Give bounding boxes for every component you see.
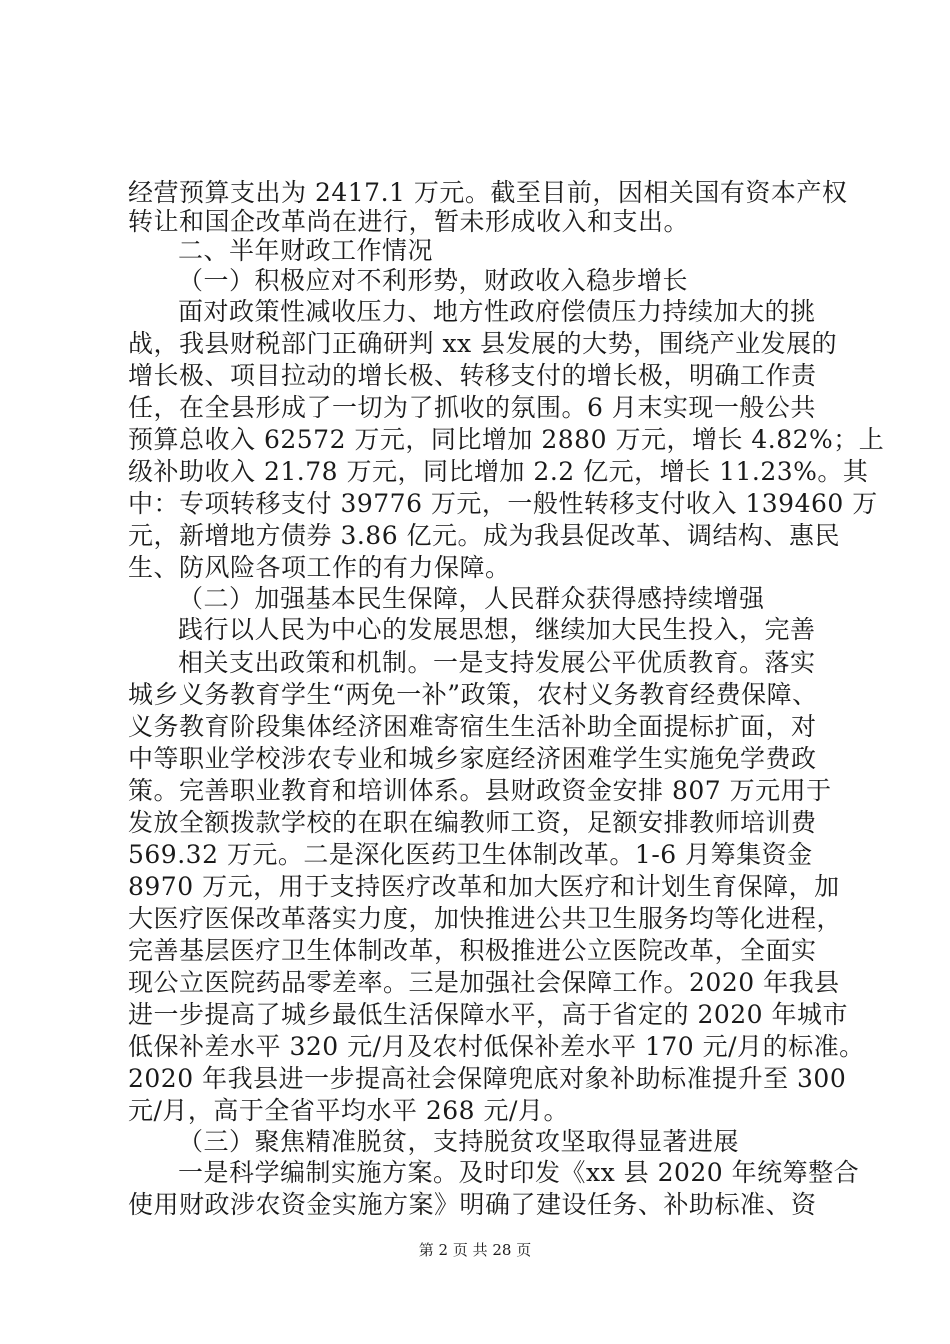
text-line: 完善基层医疗卫生体制改革，积极推进公立医院改革，全面实 bbox=[128, 936, 817, 965]
text-line: 现公立医院药品零差率。三是加强社会保障工作。2020 年我县 bbox=[128, 968, 840, 997]
text-line: 一是科学编制实施方案。及时印发《xx 县 2020 年统筹整合 bbox=[178, 1158, 860, 1187]
text-line: 级补助收入 21.78 万元，同比增加 2.2 亿元，增长 11.23%。其 bbox=[128, 457, 869, 486]
text-line: 城乡义务教育学生“两免一补”政策，农村义务教育经费保障、 bbox=[128, 680, 818, 709]
subsection-heading: （二）加强基本民生保障，人民群众获得感持续增强 bbox=[178, 584, 765, 613]
text-line: 增长极、项目拉动的增长极、转移支付的增长极，明确工作责 bbox=[128, 361, 817, 390]
text-line: 预算总收入 62572 万元，同比增加 2880 万元，增长 4.82%；上 bbox=[128, 425, 885, 454]
text-line: 转让和国企改革尚在进行，暂未形成收入和支出。 bbox=[128, 207, 690, 236]
text-line: 元，新增地方债券 3.86 亿元。成为我县促改革、调结构、惠民 bbox=[128, 521, 841, 550]
subsection-heading: （一）积极应对不利形势，财政收入稳步增长 bbox=[178, 266, 689, 295]
text-line: 大医疗医保改革落实力度，加快推进公共卫生服务均等化进程， bbox=[128, 904, 843, 933]
subsection-heading: （三）聚焦精准脱贫，支持脱贫攻坚取得显著进展 bbox=[178, 1127, 740, 1156]
text-line: 8970 万元，用于支持医疗改革和加大医疗和计划生育保障，加 bbox=[128, 872, 840, 901]
text-line: 策。完善职业教育和培训体系。县财政资金安排 807 万元用于 bbox=[128, 776, 832, 805]
text-line: 进一步提高了城乡最低生活保障水平，高于省定的 2020 年城市 bbox=[128, 1000, 849, 1029]
text-line: 生、防风险各项工作的有力保障。 bbox=[128, 553, 511, 582]
text-line: 战，我县财税部门正确研判 xx 县发展的大势，围绕产业发展的 bbox=[128, 329, 838, 358]
text-line: 践行以人民为中心的发展思想，继续加大民生投入，完善 bbox=[178, 615, 816, 644]
text-line: 使用财政涉农资金实施方案》明确了建设任务、补助标准、资 bbox=[128, 1190, 817, 1219]
page-number-footer: 第 2 页 共 28 页 bbox=[418, 1241, 532, 1259]
text-line: 面对政策性减收压力、地方性政府偿债压力持续加大的挑 bbox=[178, 297, 816, 326]
section-heading: 二、半年财政工作情况 bbox=[178, 236, 434, 265]
text-line: 相关支出政策和机制。一是支持发展公平优质教育。落实 bbox=[178, 648, 816, 677]
text-line: 中：专项转移支付 39776 万元，一般性转移支付收入 139460 万 bbox=[128, 489, 878, 518]
text-line: 任，在全县形成了一切为了抓收的氛围。6 月末实现一般公共 bbox=[128, 393, 816, 422]
text-line: 发放全额拨款学校的在职在编教师工资，足额安排教师培训费 bbox=[128, 808, 817, 837]
text-line: 569.32 万元。二是深化医药卫生体制改革。1-6 月筹集资金 bbox=[128, 840, 813, 869]
text-line: 经营预算支出为 2417.1 万元。截至目前，因相关国有资本产权 bbox=[128, 178, 848, 207]
text-line: 元/月，高于全省平均水平 268 元/月。 bbox=[128, 1096, 569, 1125]
text-line: 2020 年我县进一步提高社会保障兜底对象补助标准提升至 300 bbox=[128, 1064, 847, 1093]
text-line: 低保补差水平 320 元/月及农村低保补差水平 170 元/月的标准。 bbox=[128, 1032, 865, 1061]
text-line: 中等职业学校涉农专业和城乡家庭经济困难学生实施免学费政 bbox=[128, 744, 817, 773]
text-line: 义务教育阶段集体经济困难寄宿生生活补助全面提标扩面，对 bbox=[128, 712, 817, 741]
